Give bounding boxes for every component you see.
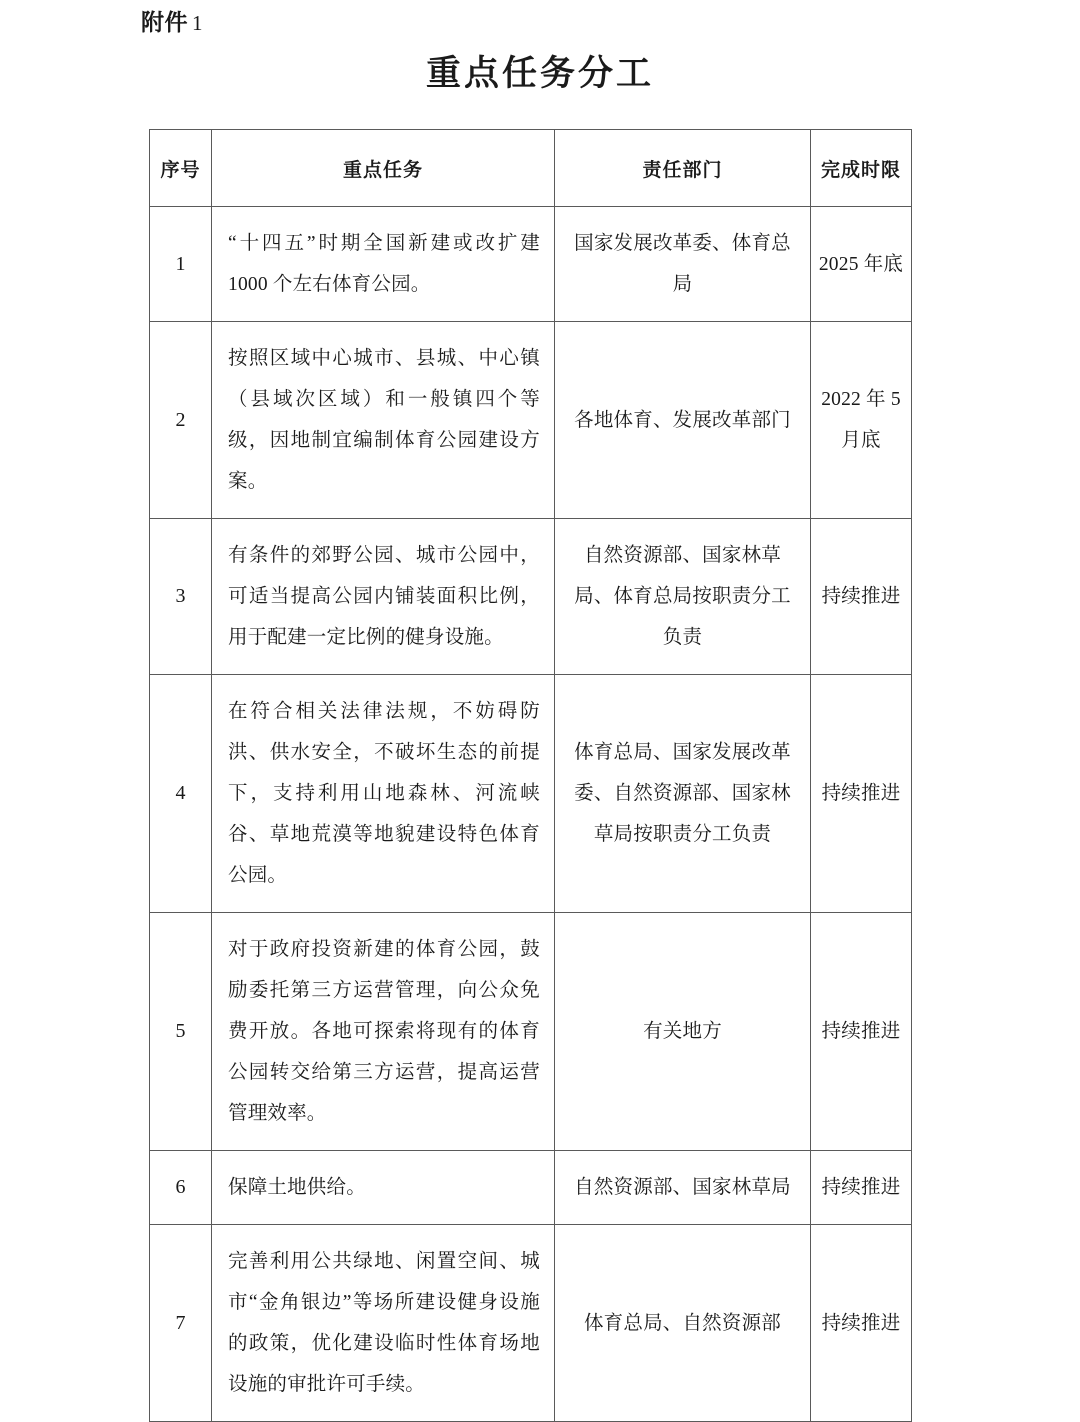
cell-task: 有条件的郊野公园、城市公园中，可适当提高公园内铺装面积比例，用于配建一定比例的健身设施。 [212, 519, 555, 675]
cell-department: 国家发展改革委、体育总局 [555, 207, 811, 322]
cell-department: 有关地方 [555, 913, 811, 1151]
attachment-label [141, 8, 203, 38]
column-header-task: 重点任务 [212, 130, 555, 207]
column-header-seq: 序号 [150, 130, 212, 207]
table-row [150, 519, 912, 675]
table-row [150, 1225, 912, 1422]
cell-seq: 6 [150, 1151, 212, 1225]
page-title: 重点任务分工 [425, 54, 654, 94]
cell-department: 各地体育、发展改革部门 [555, 322, 811, 519]
attachment-number: 1 [192, 11, 203, 35]
cell-task: 完善利用公共绿地、闲置空间、城市“金角银边”等场所建设健身设施的政策，优化建设临时性体育场地设施的审批许可手续。 [212, 1225, 555, 1422]
cell-seq: 4 [150, 675, 212, 913]
cell-deadline: 持续推进 [811, 913, 912, 1151]
table-row [150, 1151, 912, 1225]
task-table-wrapper [149, 129, 911, 1422]
cell-department: 体育总局、自然资源部 [555, 1225, 811, 1422]
cell-seq: 2 [150, 322, 212, 519]
attachment-label-text: 附件 [141, 10, 188, 36]
cell-deadline: 持续推进 [811, 1225, 912, 1422]
cell-task: 保障土地供给。 [212, 1151, 555, 1225]
table-header-row [150, 130, 912, 207]
cell-deadline: 2022 年 5 月底 [811, 322, 912, 519]
cell-task: 在符合相关法律法规，不妨碍防洪、供水安全，不破坏生态的前提下，支持利用山地森林、河流峡谷、草地荒漠等地貌建设特色体育公园。 [212, 675, 555, 913]
cell-seq: 3 [150, 519, 212, 675]
cell-deadline: 持续推进 [811, 675, 912, 913]
task-table [149, 129, 912, 1422]
cell-department: 自然资源部、国家林草局 [555, 1151, 811, 1225]
column-header-deadline: 完成时限 [811, 130, 912, 207]
table-row [150, 322, 912, 519]
cell-seq: 5 [150, 913, 212, 1151]
cell-seq: 1 [150, 207, 212, 322]
table-row [150, 913, 912, 1151]
cell-deadline: 2025 年底 [811, 207, 912, 322]
cell-seq: 7 [150, 1225, 212, 1422]
cell-task: 按照区域中心城市、县城、中心镇（县域次区域）和一般镇四个等级，因地制宜编制体育公园建设方案。 [212, 322, 555, 519]
table-row [150, 675, 912, 913]
cell-task: “十四五”时期全国新建或改扩建1000 个左右体育公园。 [212, 207, 555, 322]
cell-deadline: 持续推进 [811, 519, 912, 675]
cell-deadline: 持续推进 [811, 1151, 912, 1225]
cell-department: 体育总局、国家发展改革委、自然资源部、国家林草局按职责分工负责 [555, 675, 811, 913]
cell-task: 对于政府投资新建的体育公园，鼓励委托第三方运营管理，向公众免费开放。各地可探索将现有的体育公园转交给第三方运营，提高运营管理效率。 [212, 913, 555, 1151]
column-header-department: 责任部门 [555, 130, 811, 207]
cell-department: 自然资源部、国家林草局、体育总局按职责分工负责 [555, 519, 811, 675]
table-row [150, 207, 912, 322]
table-body [150, 207, 912, 1422]
table-header [150, 130, 912, 207]
